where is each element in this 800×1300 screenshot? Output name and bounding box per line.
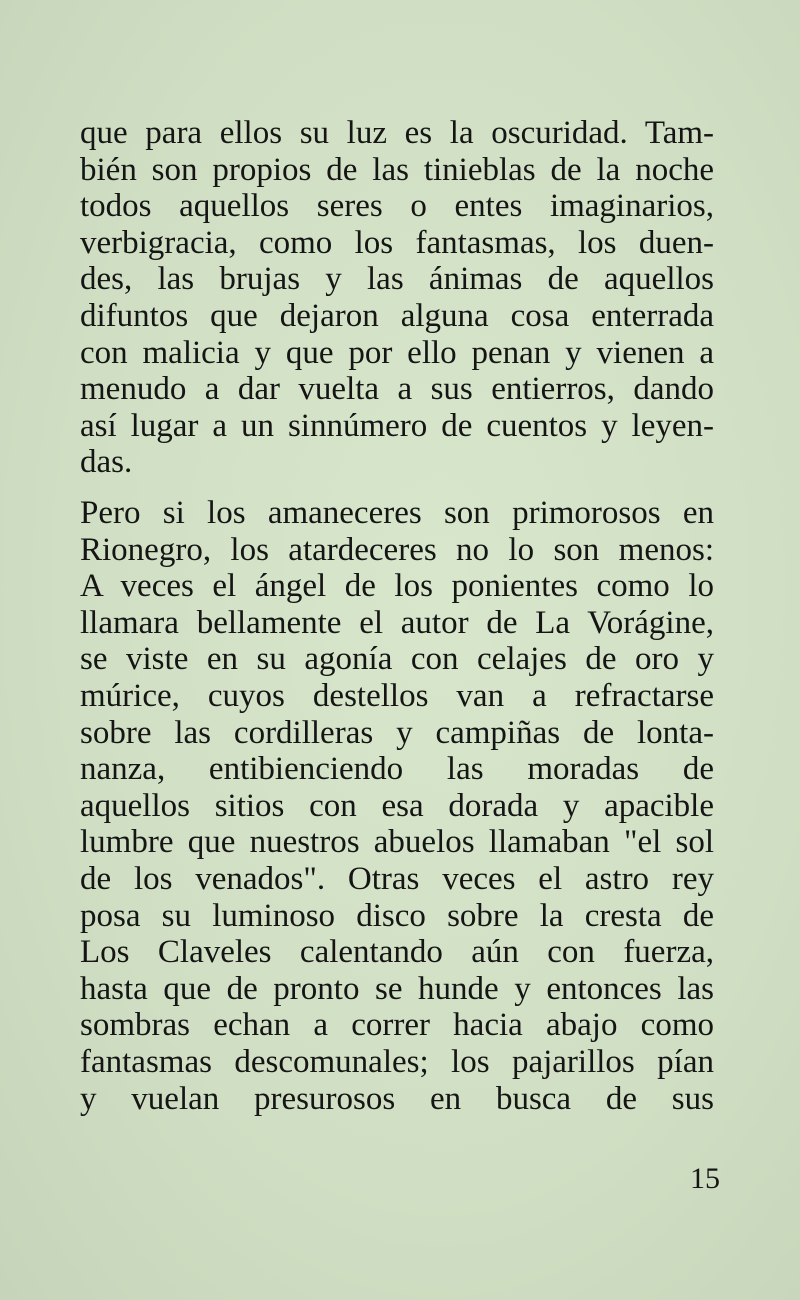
page-number: 15: [690, 1162, 720, 1195]
text-line: múrice, cuyos destellos van a refractarse: [80, 677, 714, 714]
text-line: y vuelan presurosos en busca de sus: [80, 1080, 714, 1117]
text-line: lumbre que nuestros abuelos llamaban "el sol: [80, 824, 714, 861]
text-line: menudo a dar vuelta a sus entierros, dando: [80, 371, 714, 408]
text-line: sombras echan a correr hacia abajo como: [80, 1007, 714, 1044]
text-line: Rionegro, los atardeceres no lo son menos:: [80, 531, 714, 568]
text-line: de los venados". Otras veces el astro rey: [80, 860, 714, 897]
text-line: des, las brujas y las ánimas de aquellos: [80, 261, 714, 298]
text-line: aquellos sitios con esa dorada y apacible: [80, 787, 714, 824]
text-line: difuntos que dejaron alguna cosa enterrada: [80, 297, 714, 334]
text-line: hasta que de pronto se hunde y entonces las: [80, 970, 714, 1007]
text-line: llamara bellamente el autor de La Vorágine,: [80, 604, 714, 641]
text-line: posa su luminoso disco sobre la cresta de: [80, 897, 714, 934]
text-line: fantasmas descomunales; los pajarillos pían: [80, 1043, 714, 1080]
text-line: así lugar a un sinnúmero de cuentos y leyen-: [80, 407, 714, 444]
text-line: que para ellos su luz es la oscuridad. Tam-: [80, 115, 714, 151]
text-line: se viste en su agonía con celajes de oro y: [80, 641, 714, 678]
text-line: bién son propios de las tinieblas de la noche: [80, 151, 714, 188]
text-line: nanza, entibienciendo las moradas de: [80, 751, 714, 788]
text-line: Los Claveles calentando aún con fuerza,: [80, 934, 714, 971]
text-line: A veces el ángel de los ponientes como lo: [80, 568, 714, 605]
text-line: todos aquellos seres o entes imaginarios,: [80, 188, 714, 225]
text-line: Pero si los amaneceres son primorosos en: [80, 495, 714, 531]
text-line: con malicia y que por ello penan y vienen a: [80, 334, 714, 371]
text-line: verbigracia, como los fantasmas, los duen-: [80, 224, 714, 261]
text-line: das.: [80, 444, 133, 481]
paragraph-2: [80, 495, 714, 1117]
text-line: sobre las cordilleras y campiñas de lonta-: [80, 714, 714, 751]
paragraph-1: [80, 115, 714, 481]
